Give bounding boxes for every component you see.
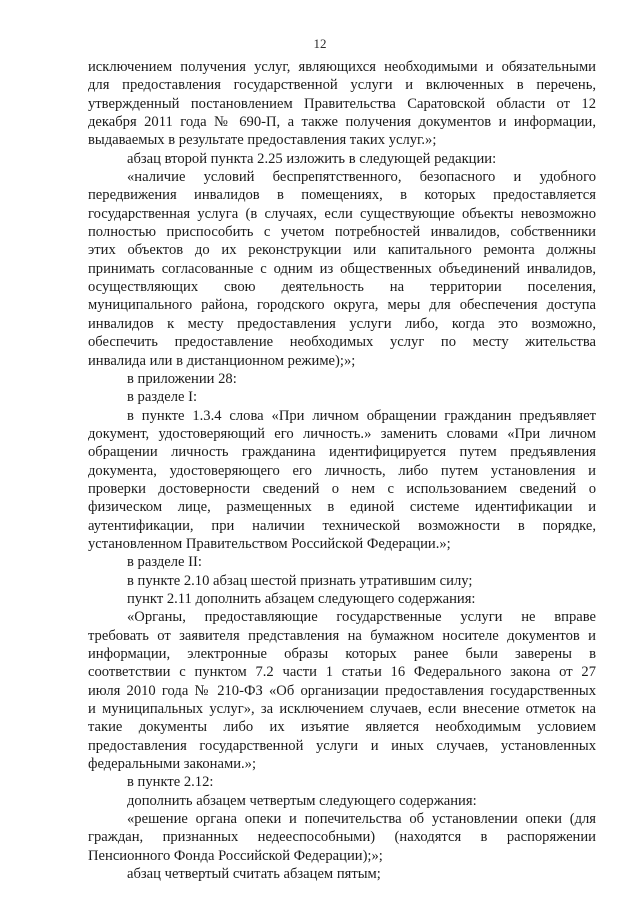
text-line: государственная услуга (в случаях, если существующие объекты невозможно [88,205,596,222]
text-line: утвержденный постановлением Правительства Саратовской области от 12 [88,95,596,112]
text-line: и муниципальных услуг», за исключением случаев, если внесение отметок на [88,701,596,718]
text-line: «наличие условий беспрепятственного, безопасного и удобного [127,169,596,186]
text-line: дополнить абзацем четвертым следующего содержания: [127,792,477,809]
text-line: федеральными законами.»; [88,756,257,773]
text-line: в пункте 2.10 абзац шестой признать утратившим силу; [127,572,473,589]
text-line: пункт 2.11 дополнить абзацем следующего содержания: [127,590,476,607]
text-line: граждан, признанных недееспособными) (находятся в распоряжении [88,829,596,846]
text-line: полностью приспособить с учетом потребностей инвалидов, собственники [88,224,596,241]
text-line: обращении личность гражданина идентифицируется путем предъявления [88,444,596,461]
text-line: установленном Правительством Российской Федерации.»; [88,535,451,552]
text-line: принимать согласованные с одним из общественных объединений инвалидов, [88,260,596,277]
text-line: в пункте 1.3.4 слова «При личном обращении гражданин предъявляет [127,407,596,424]
text-line: осуществляющих свою деятельность на территории поселения, [88,279,596,296]
text-line: такие документы либо их изъятие является необходимым условием [88,719,596,736]
text-line: физическом лице, размещенных в единой системе идентификации и [88,499,596,516]
text-line: для предоставления государственной услуги и включенных в перечень, [88,77,596,94]
text-line: Пенсионного Фонда Российской Федерации);»; [88,847,383,864]
text-line: июля 2010 года № 210-ФЗ «Об организации предоставления государственных [88,682,596,699]
text-line: аутентификации, при наличии технической возможности в порядке, [88,517,596,534]
text-line: информации, электронные образы которых ранее были заверены в [88,646,596,662]
text-line: в пункте 2.12: [127,774,214,791]
text-line: муниципального района, городского округа, меры для обеспечения доступа [88,297,596,314]
text-line: инвалидов к месту предоставления услуги либо, когда это возможно, [88,315,596,332]
text-line: передвижения инвалидов в помещениях, в которых предоставляется [88,187,596,204]
text-line: этих объектов до их реконструкции или капитального ремонта должны [88,242,596,259]
text-line: требовать от заявителя представления на бумажном носителе документов и [88,627,596,644]
text-line: соответствии с пунктом 7.2 части 1 статьи 16 Федерального закона от 27 [88,664,596,681]
text-line: документ, удостоверяющий его личность.» заменить словами «При личном [88,425,596,442]
text-line: документа, удостоверяющего его личность, либо путем установления и [88,462,596,479]
text-line: декабря 2011 года № 690-П, а также получения документов и информации, [88,114,596,131]
text-line: в разделе II: [127,554,202,571]
text-line: абзац четвертый считать абзацем пятым; [127,866,381,883]
text-line: выдаваемых в результате предоставления таких услуг.»; [88,132,437,149]
page-number: 12 [313,36,327,51]
text-line: в приложении 28: [127,370,237,387]
text-line: предоставления государственной услуги и иных случаев, установленных [88,737,596,754]
document-body [88,58,596,883]
text-line: абзац второй пункта 2.25 изложить в следующей редакции: [127,150,497,167]
text-line: исключением получения услуг, являющихся необходимыми и обязательными [88,59,596,75]
text-line: обеспечить предоставление необходимых услуг по месту жительства [88,334,596,351]
text-line: в разделе I: [127,389,198,406]
text-line: проверки достоверности сведений о нем с использованием сведений о [88,480,596,497]
text-line: «Органы, предоставляющие государственные услуги не вправе [127,609,596,626]
text-line: «решение органа опеки и попечительства об установлении опеки (для [127,811,596,828]
text-line: инвалида или в дистанционном режиме);»; [88,352,356,369]
